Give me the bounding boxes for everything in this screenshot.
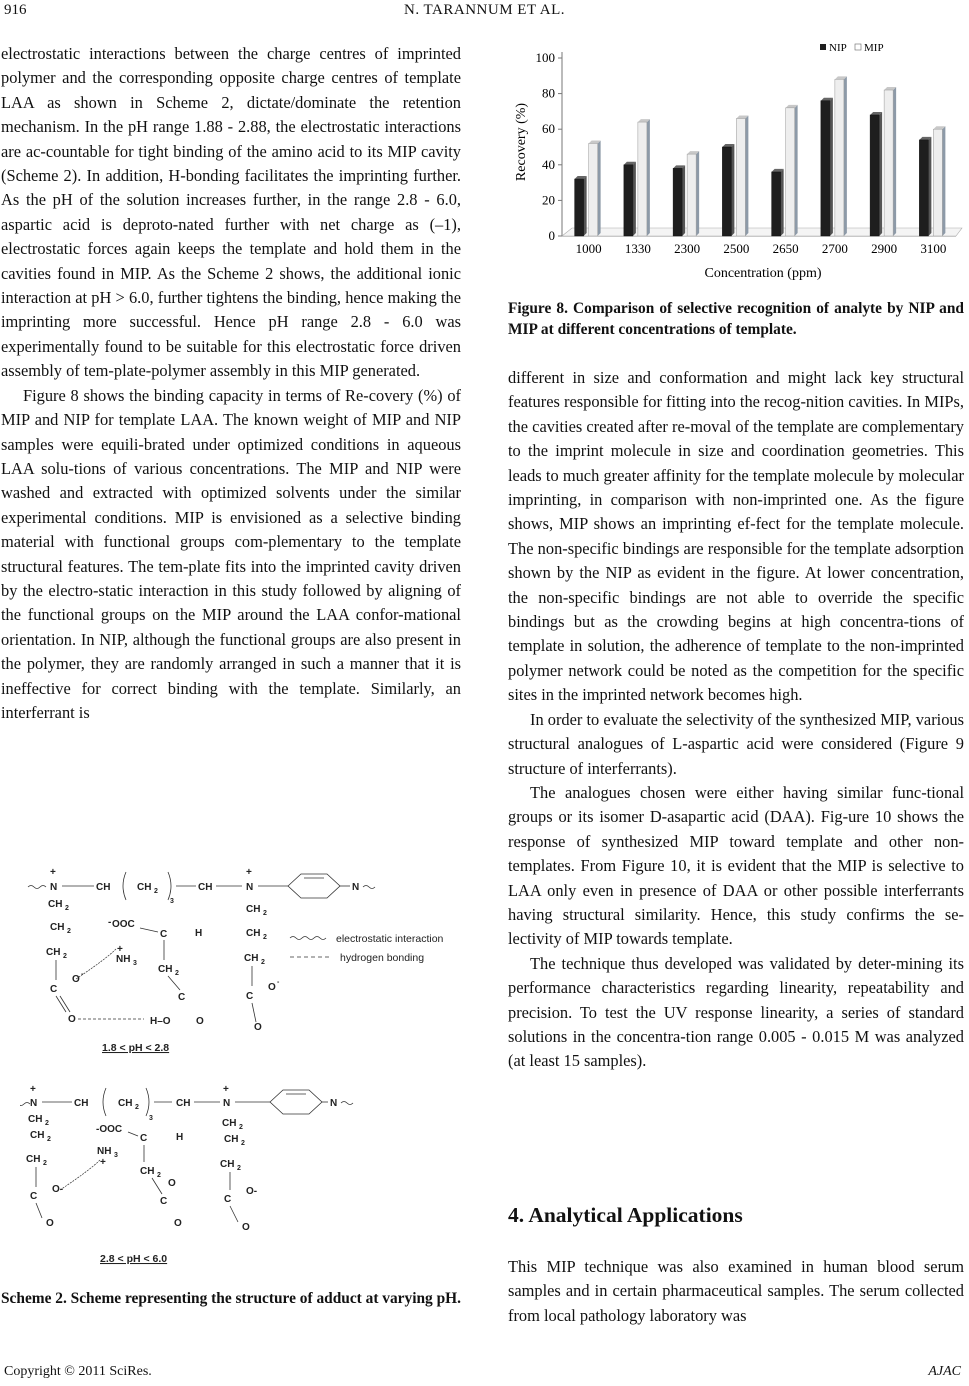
svg-text:CH: CH	[244, 953, 259, 964]
bar-side-mip	[745, 116, 748, 236]
svg-text:C: C	[224, 1194, 232, 1205]
svg-text:CH: CH	[222, 1118, 237, 1129]
svg-text:O: O	[268, 982, 276, 993]
svg-text:O-: O-	[246, 1186, 258, 1197]
svg-text:CH: CH	[30, 1130, 45, 1141]
svg-text:O: O	[168, 1178, 176, 1189]
bar-mip	[835, 79, 844, 236]
paragraph: Figure 8 shows the binding capacity in terms of Re-covery (%) of MIP and NIP for template LAA. The known weight of MIP and NIP samples were equili-brated under optimized conditions in aqueous LAA solu-tions of various concentrations. The MIP and NIP were washed and extracted with optimized solvents under the similar experimental conditions. MIP is envisioned as a selective binding material with functional groups com-plementary to the template structural features. The tem-plate fits into the imprinted cavity driven by the electro-static interaction in this study followed by aligning of the functional groups on the MIP around the LAA confor-mational orientation. In NIP, although the functional groups are also present in the polymer, they are randomly arranged in such a manner that it is ineffective for correct binding with the template. Similarly, an interferrant is	[1, 385, 461, 722]
svg-text:3: 3	[133, 960, 137, 967]
svg-text:O: O	[46, 1218, 54, 1229]
svg-text:CH: CH	[140, 1166, 155, 1177]
paragraph: The analogues chosen were either having similar func-tional groups or its isomer D-asapartic acid (DAA). Fig-ure 10 shows the response of synthesized MIP toward template and other non-templates. From Figure 10, it is evident that the MIP is selective to LAA only even in presence of DAA or other possible interferrants having structural similarity. Hence, this study confirms the se-lectivity of MIP towards template.	[508, 782, 964, 949]
x-axis-label: Concentration (ppm)	[704, 266, 822, 281]
svg-text:2: 2	[261, 959, 265, 966]
scheme-label-bottom: 2.8 < pH < 6.0	[100, 1253, 168, 1265]
legend-label-mip: MIP	[864, 42, 884, 54]
y-tick-label: 60	[542, 121, 555, 137]
svg-text:3: 3	[149, 1115, 153, 1122]
svg-text:CH: CH	[74, 1098, 89, 1109]
chart-bars	[575, 76, 946, 236]
x-tick-label: 2650	[772, 241, 799, 256]
legend-hydrogen-bonding: hydrogen bonding	[340, 952, 425, 964]
bar-mip	[638, 122, 647, 236]
svg-text:O: O	[242, 1222, 250, 1233]
svg-text:CH: CH	[176, 1098, 191, 1109]
bar-side-nip	[781, 169, 784, 236]
svg-text:CH: CH	[46, 947, 61, 958]
bar-side-mip	[844, 76, 847, 236]
journal-name: AJAC	[928, 1364, 961, 1379]
svg-text:H–O: H–O	[150, 1016, 171, 1027]
svg-text:O: O	[72, 974, 80, 985]
copyright: Copyright © 2011 SciRes.	[4, 1364, 152, 1379]
svg-text:C: C	[246, 991, 254, 1002]
svg-text:2: 2	[175, 970, 179, 977]
svg-text:-: -	[108, 917, 112, 928]
svg-text:O-: O-	[52, 1184, 64, 1195]
svg-text:2: 2	[263, 910, 267, 917]
paragraph: This MIP technique was also examined in human blood serum samples and in certain pharmaceutical samples. The serum collected from local pathology laboratory was	[508, 1257, 964, 1325]
x-tick-label: 3100	[920, 241, 947, 256]
svg-text:N: N	[246, 882, 254, 893]
svg-text:N: N	[30, 1098, 38, 1109]
svg-text:2: 2	[241, 1140, 245, 1147]
bar-mip	[589, 143, 598, 236]
svg-text:+: +	[30, 1084, 36, 1095]
svg-text:O: O	[174, 1218, 182, 1229]
bar-nip	[575, 179, 584, 236]
x-tick-label: 1330	[624, 241, 651, 256]
svg-text:H: H	[195, 928, 203, 939]
bar-side-nip	[584, 176, 587, 236]
y-tick-label: 80	[542, 85, 555, 101]
svg-text:2: 2	[263, 934, 267, 941]
bar-mip	[736, 119, 745, 236]
paragraph: The technique thus developed was validated by deter-mining its performance characteristics regarding linearity, repeatability and precision. To test the UV response linearity, a series of standard solutions in the concentra-tion range 0.005 - 0.015 M was analyzed (at least 15 samples).	[508, 953, 964, 1071]
y-tick-label: 20	[542, 192, 555, 208]
legend-label-nip: NIP	[829, 42, 847, 54]
x-tick-label: 2700	[821, 241, 848, 256]
figure-8-chart	[508, 32, 964, 290]
bar-side-mip	[942, 126, 945, 236]
svg-text:+: +	[223, 1084, 229, 1095]
svg-text:2: 2	[47, 1136, 51, 1143]
right-column	[508, 366, 964, 1074]
bar-side-nip	[633, 162, 636, 236]
y-tick-label: 40	[542, 156, 555, 172]
y-tick-label: 0	[548, 228, 555, 243]
svg-text:N: N	[330, 1098, 338, 1109]
svg-text:-OOC: -OOC	[96, 1124, 123, 1135]
bar-mip	[786, 108, 795, 236]
svg-text:-: -	[81, 971, 84, 978]
svg-text:NH: NH	[97, 1146, 112, 1157]
svg-text:+: +	[100, 1157, 106, 1168]
svg-text:+: +	[117, 944, 123, 955]
svg-text:C: C	[50, 984, 58, 995]
bar-nip	[772, 172, 781, 236]
chart-floor	[562, 228, 962, 236]
svg-text:+: +	[50, 867, 56, 878]
svg-text:C: C	[140, 1133, 148, 1144]
svg-text:CH: CH	[50, 922, 65, 933]
svg-text:N: N	[352, 882, 360, 893]
svg-text:CH: CH	[158, 964, 173, 975]
svg-text:2: 2	[239, 1124, 243, 1131]
svg-text:2: 2	[157, 1172, 161, 1179]
svg-text:CH: CH	[246, 928, 261, 939]
x-tick-label: 1000	[575, 241, 602, 256]
svg-text:CH: CH	[198, 882, 213, 893]
bar-side-mip	[795, 105, 798, 236]
y-tick-label: 100	[535, 50, 555, 65]
svg-text:CH: CH	[26, 1154, 41, 1165]
svg-text:2: 2	[43, 1160, 47, 1167]
svg-text:CH: CH	[118, 1098, 133, 1109]
bar-side-nip	[682, 165, 685, 236]
bar-mip	[687, 154, 696, 236]
svg-text:C: C	[160, 1196, 168, 1207]
svg-text:-: -	[277, 979, 280, 986]
paragraph: electrostatic interactions between the charge centres of imprinted polymer and the corresponding opposite charge centres of template LAA as shown in Scheme 2, dictate/dominate the retention mechanism. In the pH range 1.88 - 2.88, the electrostatic interactions are ac-countable for tight binding of the amino acid to its MIP cavity (Scheme 2). In addition, H-bonding facilitates the imprinting further. As the pH of the solution increases further, in the range 2.8 - 6.0, aspartic acid is deproto-nated further with net charge as (–1), electrostatic forces again keeps the template and hold them in the cavities found in MIP. As the Scheme 2 shows, the additional ionic interaction at pH > 6.0, further tightens the binding, hence making the imprinting more successful. Hence pH range 2.8 - 6.0 was experimentally found to be suitable for this electrostatic force driven assembly of tem-plate-polymer assembly in this MIP generated.	[1, 44, 461, 381]
svg-text:2: 2	[65, 905, 69, 912]
svg-text:2: 2	[135, 1104, 139, 1111]
svg-text:CH: CH	[28, 1114, 43, 1125]
bar-side-mip	[598, 140, 601, 236]
svg-text:C: C	[160, 929, 168, 940]
svg-text:2: 2	[154, 888, 158, 895]
bar-side-nip	[879, 112, 882, 236]
svg-text:3: 3	[170, 898, 174, 905]
bar-mip	[933, 129, 942, 236]
svg-text:CH: CH	[224, 1134, 239, 1145]
bar-side-nip	[731, 144, 734, 236]
svg-text:NH: NH	[116, 954, 131, 965]
svg-text:OOC: OOC	[112, 919, 135, 930]
scheme-bottom-structure	[20, 1084, 353, 1233]
bar-nip	[624, 165, 633, 236]
svg-text:CH: CH	[48, 899, 63, 910]
scheme-label-top: 1.8 < pH < 2.8	[102, 1042, 170, 1054]
scheme-2-caption: Scheme 2. Scheme representing the structure of adduct at varying pH.	[1, 1290, 461, 1307]
svg-text:C: C	[30, 1191, 38, 1202]
svg-text:2: 2	[45, 1120, 49, 1127]
svg-text:O: O	[254, 1022, 262, 1033]
bar-side-nip	[928, 137, 931, 236]
bar-side-mip	[893, 87, 896, 236]
svg-text:H: H	[176, 1132, 184, 1143]
svg-text:CH: CH	[137, 882, 152, 893]
svg-text:2: 2	[237, 1165, 241, 1172]
right-column-continued	[508, 1255, 964, 1328]
x-tick-label: 2500	[723, 241, 750, 256]
running-authors: N. TARANNUM ET AL.	[404, 2, 565, 18]
scheme-top-structure	[28, 867, 444, 1033]
section-heading: 4. Analytical Applications	[508, 1203, 743, 1227]
svg-text:2: 2	[63, 953, 67, 960]
y-axis-label: Recovery (%)	[514, 102, 529, 182]
chart-legend	[820, 42, 884, 54]
svg-text:O: O	[196, 1016, 204, 1027]
figure-8-caption: Figure 8. Comparison of selective recognition of analyte by NIP and MIP at different concentrations of template.	[508, 300, 964, 338]
bar-nip	[722, 147, 731, 236]
svg-text:CH: CH	[220, 1159, 235, 1170]
svg-text:CH: CH	[246, 904, 261, 915]
bar-nip	[919, 140, 928, 236]
page-header	[0, 0, 969, 24]
bar-nip	[821, 101, 830, 236]
svg-text:2: 2	[67, 928, 71, 935]
bar-nip	[870, 115, 879, 236]
paragraph: In order to evaluate the selectivity of the synthesized MIP, various structural analogues of L-aspartic acid were considered (Figure 9 structure of interferrants).	[508, 709, 964, 778]
svg-text:CH: CH	[96, 882, 111, 893]
left-column	[1, 42, 461, 725]
bar-side-mip	[696, 151, 699, 236]
page-number: 916	[4, 2, 27, 18]
svg-text:3: 3	[114, 1152, 118, 1159]
x-tick-label: 2900	[871, 241, 898, 256]
bar-side-nip	[830, 98, 833, 236]
svg-text:N: N	[223, 1098, 231, 1109]
x-tick-label: 2300	[674, 241, 701, 256]
paragraph: different in size and conformation and might lack key structural features responsible for fitting into the recog-nition cavities. In MIPs, the cavities created after re-moval of the template are complementary to the imprint molecule in size and coordination geometries. This leads to much greater affinity for the template molecule by molecular imprinting, in comparison with non-imprinted one. As the figure shows, MIP shows an imprinting ef-fect for the template molecule. The non-specific bindings are responsible for the template adsorption shown by the NIP as evident in the figure. At lower concentration, the non-specific bindings are not able to override the specific bindings but as the crowding begins at high concentra-tions of template in solution, the adherence of template to the non-imprinted polymer network could be noted as the competition for the specific sites in the imprinted network becomes high.	[508, 368, 964, 705]
bar-mip	[884, 90, 893, 236]
svg-text:O: O	[68, 1014, 76, 1025]
scheme-2-diagram	[20, 862, 470, 1272]
svg-text:+: +	[246, 867, 252, 878]
bar-nip	[673, 168, 682, 236]
bar-side-mip	[647, 119, 650, 236]
svg-text:C: C	[178, 992, 186, 1003]
svg-text:N: N	[50, 882, 58, 893]
legend-electrostatic: electrostatic interaction	[336, 933, 444, 945]
